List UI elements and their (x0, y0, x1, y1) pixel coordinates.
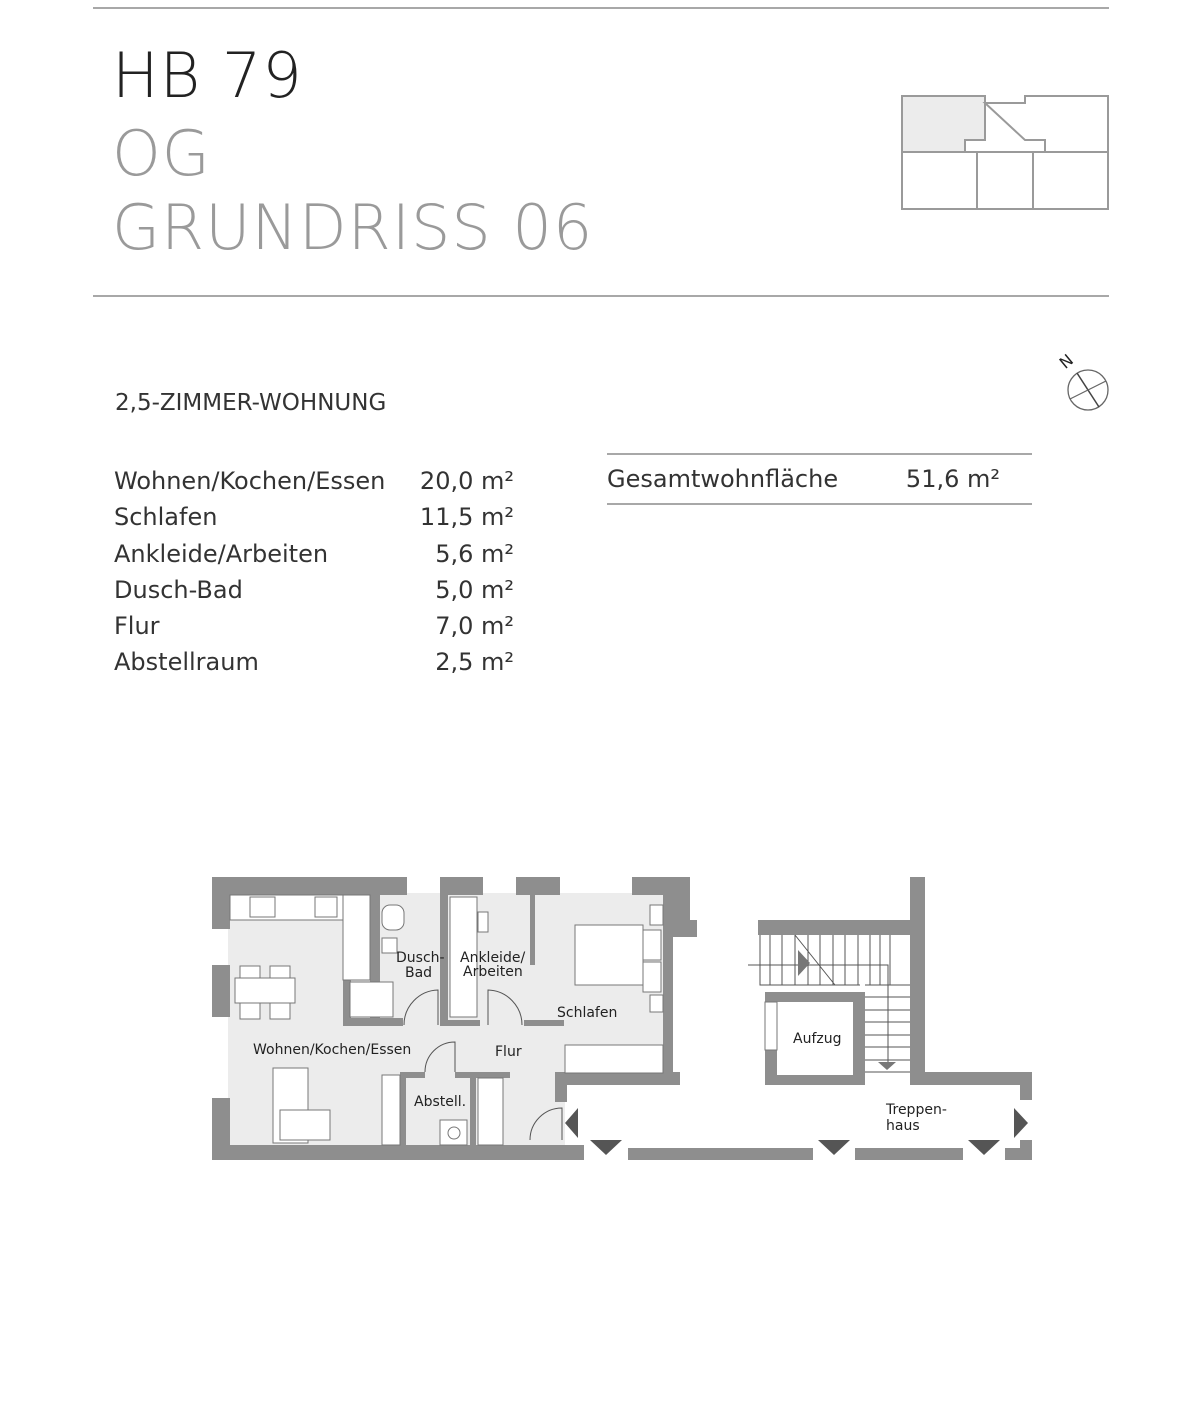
room-row (114, 644, 514, 680)
room-name: Ankleide/Arbeiten (114, 539, 329, 568)
svg-text:N: N (1055, 350, 1078, 373)
room-area: 7,0 m² (435, 612, 514, 641)
room-row (114, 608, 514, 644)
total-area-row (607, 453, 1032, 505)
building-title: HB 79 (112, 39, 303, 112)
compass-icon (1050, 345, 1120, 415)
total-value: 51,6 m² (905, 465, 1000, 493)
plan-label-haus: haus (886, 1118, 920, 1134)
plan-label-flur: Flur (495, 1044, 522, 1060)
room-area: 11,5 m² (419, 503, 514, 532)
plan-label-ankleide: Ankleide/ (460, 950, 526, 966)
key-plan (895, 90, 1115, 215)
room-name: Abstellraum (114, 648, 259, 677)
plan-label-bad: Bad (405, 965, 433, 981)
top-rule (93, 7, 1109, 9)
plan-label-schlafen: Schlafen (557, 1005, 618, 1021)
room-area: 5,0 m² (435, 575, 514, 604)
floor-plan (0, 860, 1200, 1180)
room-name: Dusch-Bad (114, 575, 243, 604)
room-area: 2,5 m² (435, 648, 514, 677)
room-row (114, 572, 514, 608)
room-row (114, 463, 514, 499)
room-area: 5,6 m² (435, 539, 514, 568)
total-label: Gesamtwohnfläche (607, 465, 839, 493)
header-rule (93, 295, 1109, 297)
room-row (114, 499, 514, 535)
apartment-type: 2,5-ZIMMER-WOHNUNG (115, 390, 387, 416)
room-row (114, 536, 514, 572)
room-list (114, 463, 514, 681)
room-area: 20,0 m² (419, 467, 514, 495)
plan-title: GRUNDRISS 06 (112, 191, 594, 264)
plan-label-dusch: Dusch- (396, 950, 445, 966)
room-name: Flur (114, 612, 160, 641)
plan-label-wohnen: Wohnen/Kochen/Essen (253, 1042, 412, 1058)
plan-label-treppen: Treppen- (886, 1102, 947, 1118)
plan-label-aufzug: Aufzug (793, 1031, 842, 1047)
floor-title: OG (112, 117, 211, 190)
room-name: Schlafen (114, 503, 218, 532)
plan-label-arbeiten: Arbeiten (463, 964, 523, 980)
plan-label-abstell: Abstell. (414, 1094, 467, 1110)
room-name: Wohnen/Kochen/Essen (114, 467, 386, 495)
